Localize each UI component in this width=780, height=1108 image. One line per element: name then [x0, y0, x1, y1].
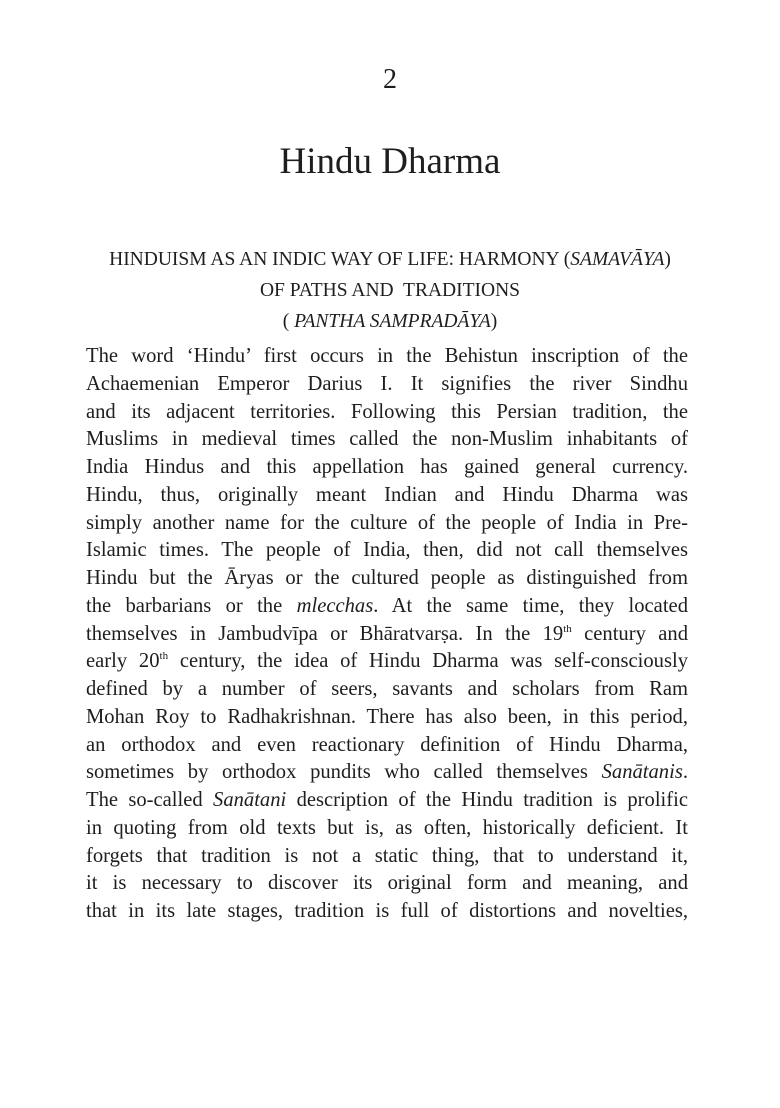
- chapter-title: Hindu Dharma: [279, 141, 501, 182]
- text-run: .: [682, 761, 688, 784]
- section-heading: [0, 244, 780, 337]
- text-line: [86, 621, 688, 649]
- italic-term: Sanātanis: [601, 761, 683, 784]
- text-run: early 20: [86, 650, 160, 673]
- italic-term: mlecchas: [296, 594, 374, 617]
- heading-text: HINDUISM AS AN INDIC WAY OF LIFE: HARMONY (: [109, 249, 571, 270]
- heading-text: (: [282, 311, 295, 332]
- text-run: it is necessary to discover its original form and meaning, and: [86, 872, 688, 895]
- text-line: [86, 593, 688, 621]
- text-line: [86, 732, 688, 760]
- text-line: [86, 787, 688, 815]
- text-line: [86, 870, 688, 898]
- text-run: forgets that tradition is not a static thing, that to understand it,: [86, 844, 688, 867]
- text-run: the barbarians or the: [86, 594, 297, 617]
- section-heading-line-1: [0, 244, 780, 275]
- text-line: [86, 898, 688, 926]
- superscript: th: [159, 650, 169, 663]
- text-run: Muslims in medieval times called the non-Muslim inhabitants of: [86, 428, 688, 451]
- text-run: Islamic times. The people of India, then, did not call themselves: [86, 539, 688, 562]
- text-run: century and: [571, 622, 688, 645]
- text-line: [86, 648, 688, 676]
- text-run: Hindu, thus, originally meant Indian and Hindu Dharma was: [86, 483, 688, 506]
- text-run: Mohan Roy to Radhakrishnan. There has also been, in this period,: [86, 705, 688, 728]
- italic-term: Sanātani: [213, 789, 287, 811]
- text-run: sometimes by orthodox pundits who called themselves: [86, 761, 602, 784]
- section-heading-line-2: OF PATHS AND TRADITIONS: [259, 280, 521, 301]
- chapter-number: 2: [383, 64, 397, 95]
- heading-text: ): [490, 311, 498, 332]
- text-line: [86, 426, 688, 454]
- text-line: [86, 565, 688, 593]
- text-line: [86, 843, 688, 871]
- text-run: that in its late stages, tradition is full of distortions and novelties,: [86, 900, 688, 922]
- text-line: [86, 399, 688, 427]
- text-run: The so-called: [86, 789, 214, 811]
- heading-text: ): [664, 249, 671, 270]
- text-line: [86, 537, 688, 565]
- heading-italic-term: PANTHA SAMPRADĀYA: [294, 311, 491, 332]
- text-run: . At the same time, they located: [373, 594, 688, 617]
- text-line: [86, 454, 688, 482]
- text-run: India Hindus and this appellation has gained general currency.: [86, 456, 688, 478]
- text-line: [86, 704, 688, 732]
- text-run: defined by a number of seers, savants and scholars from Ram: [86, 678, 688, 700]
- text-line: [86, 343, 688, 371]
- text-run: Achaemenian Emperor Darius I. It signifies the river Sindhu: [86, 372, 688, 395]
- text-run: Hindu but the Āryas or the cultured people as distinguished from: [86, 567, 688, 589]
- text-run: in quoting from old texts but is, as often, historically deficient. It: [86, 816, 688, 839]
- text-run: simply another name for the culture of the people of India in Pre-: [86, 511, 688, 534]
- text-run: themselves in Jambudvīpa or Bhāratvarṣa. In the 19: [86, 622, 564, 645]
- text-line: [86, 676, 688, 704]
- body-paragraph: [86, 343, 688, 926]
- text-line: [86, 759, 688, 787]
- heading-italic-term: SAMAVĀYA: [570, 249, 665, 270]
- text-run: The word ‘Hindu’ first occurs in the Behistun inscription of the: [86, 345, 688, 367]
- text-line: [86, 510, 688, 538]
- text-run: and its adjacent territories. Following this Persian tradition, the: [86, 400, 688, 423]
- section-heading-line-3: [0, 306, 780, 337]
- text-line: [86, 371, 688, 399]
- text-run: an orthodox and even reactionary definition of Hindu Dharma,: [86, 733, 688, 756]
- text-run: century, the idea of Hindu Dharma was self-consciously: [168, 650, 688, 673]
- text-run: description of the Hindu tradition is prolific: [286, 789, 688, 811]
- superscript: th: [563, 622, 572, 635]
- text-line: [86, 815, 688, 843]
- text-line: [86, 482, 688, 510]
